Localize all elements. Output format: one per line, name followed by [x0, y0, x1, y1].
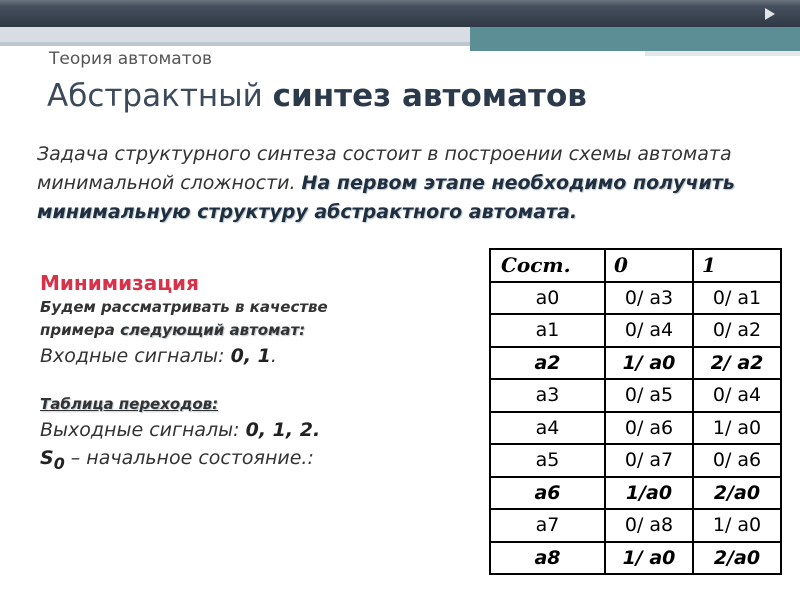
transition-cell: 2/a0 — [693, 542, 781, 575]
header-input-0: 0 — [605, 249, 693, 282]
transition-cell: 0/ a1 — [693, 282, 781, 315]
initial-state: $S_0$ – начальное состояние.: — [40, 447, 314, 473]
slide-title: Абстрактный синтез автоматов — [47, 78, 587, 114]
transition-cell: 1/ a0 — [693, 509, 781, 542]
transition-table — [489, 248, 782, 575]
table-row — [490, 314, 781, 347]
minimization-heading: Минимизация — [40, 271, 199, 295]
state-cell: a3 — [490, 379, 605, 412]
transition-cell: 1/ a0 — [605, 542, 693, 575]
transition-cell: 0/ a3 — [605, 282, 693, 315]
transition-table-label: Таблица переходов: — [40, 395, 219, 413]
play-icon — [765, 8, 775, 20]
table-row — [490, 412, 781, 445]
transition-cell: 0/ a2 — [693, 314, 781, 347]
table-row — [490, 379, 781, 412]
state-cell: a5 — [490, 444, 605, 477]
state-cell: a0 — [490, 282, 605, 315]
state-cell: a7 — [490, 509, 605, 542]
transition-cell: 0/ a6 — [693, 444, 781, 477]
state-cell: a8 — [490, 542, 605, 575]
state-cell: a1 — [490, 314, 605, 347]
table-row — [490, 477, 781, 510]
intro-paragraph: Задача структурного синтеза состоит в построении схемы автомата минимальной сложности. На первом этапе необходимо получить минимальную структуру абстрактного автомата. — [37, 143, 735, 223]
state-cell: a4 — [490, 412, 605, 445]
table-row — [490, 542, 781, 575]
example-line-1: Будем рассматривать в качестве — [40, 298, 328, 316]
table-row — [490, 347, 781, 380]
minimization-block — [40, 270, 460, 478]
input-signals: Входные сигналы: 0, 1. — [40, 345, 277, 367]
transition-cell: 0/ a4 — [693, 379, 781, 412]
transition-cell: 0/ a4 — [605, 314, 693, 347]
state-cell: a6 — [490, 477, 605, 510]
transition-cell: 2/a0 — [693, 477, 781, 510]
transition-cell: 0/ a5 — [605, 379, 693, 412]
table-header-row — [490, 249, 781, 282]
table-row — [490, 444, 781, 477]
transition-cell: 1/ a0 — [693, 412, 781, 445]
state-cell: a2 — [490, 347, 605, 380]
header-band — [0, 0, 800, 27]
header-accent-line — [645, 51, 800, 56]
transition-cell: 0/ a7 — [605, 444, 693, 477]
header-accent — [470, 27, 800, 51]
header-stripe-lower — [0, 42, 470, 46]
header-stripe — [0, 27, 470, 42]
transition-cell: 1/a0 — [605, 477, 693, 510]
output-signals: Выходные сигналы: 0, 1, 2. — [40, 419, 321, 441]
transition-cell: 0/ a8 — [605, 509, 693, 542]
slide-subtitle: Теория автоматов — [49, 49, 213, 69]
table-row — [490, 509, 781, 542]
transition-cell: 1/ a0 — [605, 347, 693, 380]
transition-cell: 2/ a2 — [693, 347, 781, 380]
header-input-1: 1 — [693, 249, 781, 282]
table-row — [490, 282, 781, 315]
header-state: Сост. — [490, 249, 605, 282]
example-line-2: примера следующий автомат: — [40, 321, 306, 339]
transition-cell: 0/ a6 — [605, 412, 693, 445]
